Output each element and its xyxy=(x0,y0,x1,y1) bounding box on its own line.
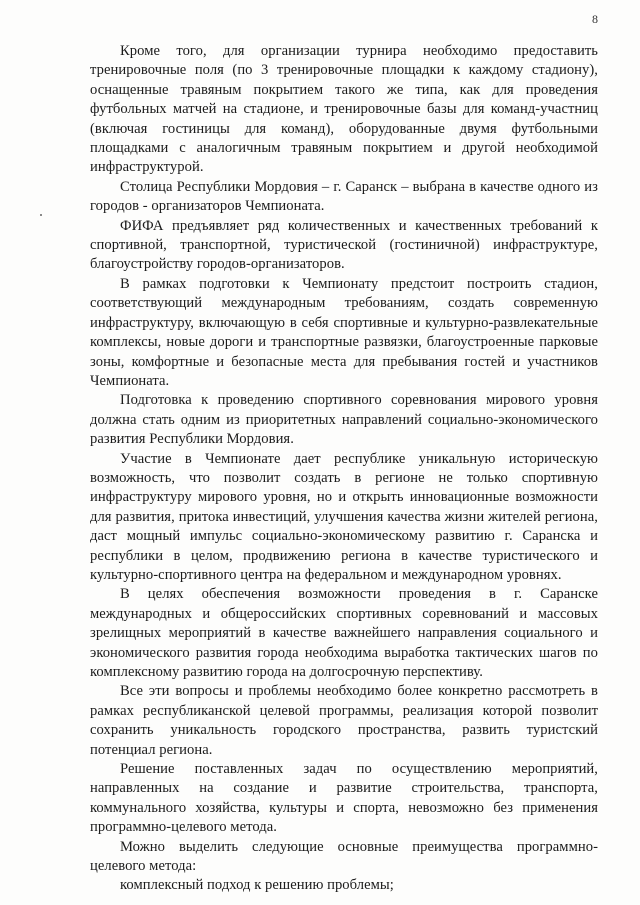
paragraph-training-fields: Кроме того, для организации турнира необходимо предоставить тренировочные поля (по 3 тренировочные площадки к каждому стадиону), оснащенные травяным покрытием такого же типа, как для проведения футбольных матчей на стадионе, и тренировочные базы для команд-участниц (включая гостиницы для команд), оборудованные двумя футбольными площадками с аналогичным травяным покрытием и другой необходимой инфраструктурой. xyxy=(90,43,598,176)
paragraph-capital-saransk: Столица Республики Мордовия – г. Саранск – выбрана в качестве одного из городов - организаторов Чемпионата. xyxy=(90,178,598,215)
paragraph-fifa-requirements: ФИФА предъявляет ряд количественных и качественных требований к спортивной, транспортной, туристической (гостиничной) инфраструктуре, благоустройству городов-организаторов. xyxy=(90,217,598,273)
paragraph-target-program: Все эти вопросы и проблемы необходимо более конкретно рассмотреть в рамках республиканской целевой программы, реализация которой позволит сохранить уникальность городского пространства, развить туристский потенциал региона. xyxy=(90,683,598,758)
paragraph-comprehensive-approach: комплексный подход к решению проблемы; xyxy=(120,877,394,894)
paragraph-long-term-development: В целях обеспечения возможности проведения в г. Саранске международных и общероссийских спортивных соревнований и массовых зрелищных мероприятий в качестве важнейшего направления социального и экономического развития города необходима выработка тактических шагов по комплексному развитию города на долгосрочную перспективу. xyxy=(90,586,598,680)
scan-speck xyxy=(40,214,42,216)
page-number: 8 xyxy=(592,12,598,26)
paragraph-priority-direction: Подготовка к проведению спортивного соревнования мирового уровня должна стать одним из приоритетных направлений социально-экономического развития Республики Мордовия. xyxy=(90,392,598,448)
paragraph-preparation-stadium: В рамках подготовки к Чемпионату предстоит построить стадион, соответствующий международным требованиям, создать современную инфраструктуру, включающую в себя спортивные и культурно-развлекательные комплексы, новые дороги и транспортные развязки, благоустроенные парковые зоны, комфортные и безопасные места для пребывания гостей и участников Чемпионата. xyxy=(90,275,598,389)
paragraph-advantages-intro: Можно выделить следующие основные преимущества программно-целевого метода: xyxy=(90,838,598,875)
paragraph-historic-opportunity: Участие в Чемпионате дает республике уникальную историческую возможность, что позволит создать в регионе не только спортивную инфраструктуру мирового уровня, но и открыть инновационные возможности для развития, притока инвестиций, улучшения качества жизни жителей региона, даст мощный импульс социально-экономическому развитию г. Саранска и республики в целом, продвижению региона в качестве туристического и культурно-спортивного центра на федеральном и международном уровнях. xyxy=(90,450,598,583)
document-body xyxy=(90,42,598,896)
paragraph-program-method: Решение поставленных задач по осуществлению мероприятий, направленных на создание и развитие строительства, транспорта, коммунального хозяйства, культуры и спорта, невозможно без применения программно-целевого метода. xyxy=(90,761,598,836)
